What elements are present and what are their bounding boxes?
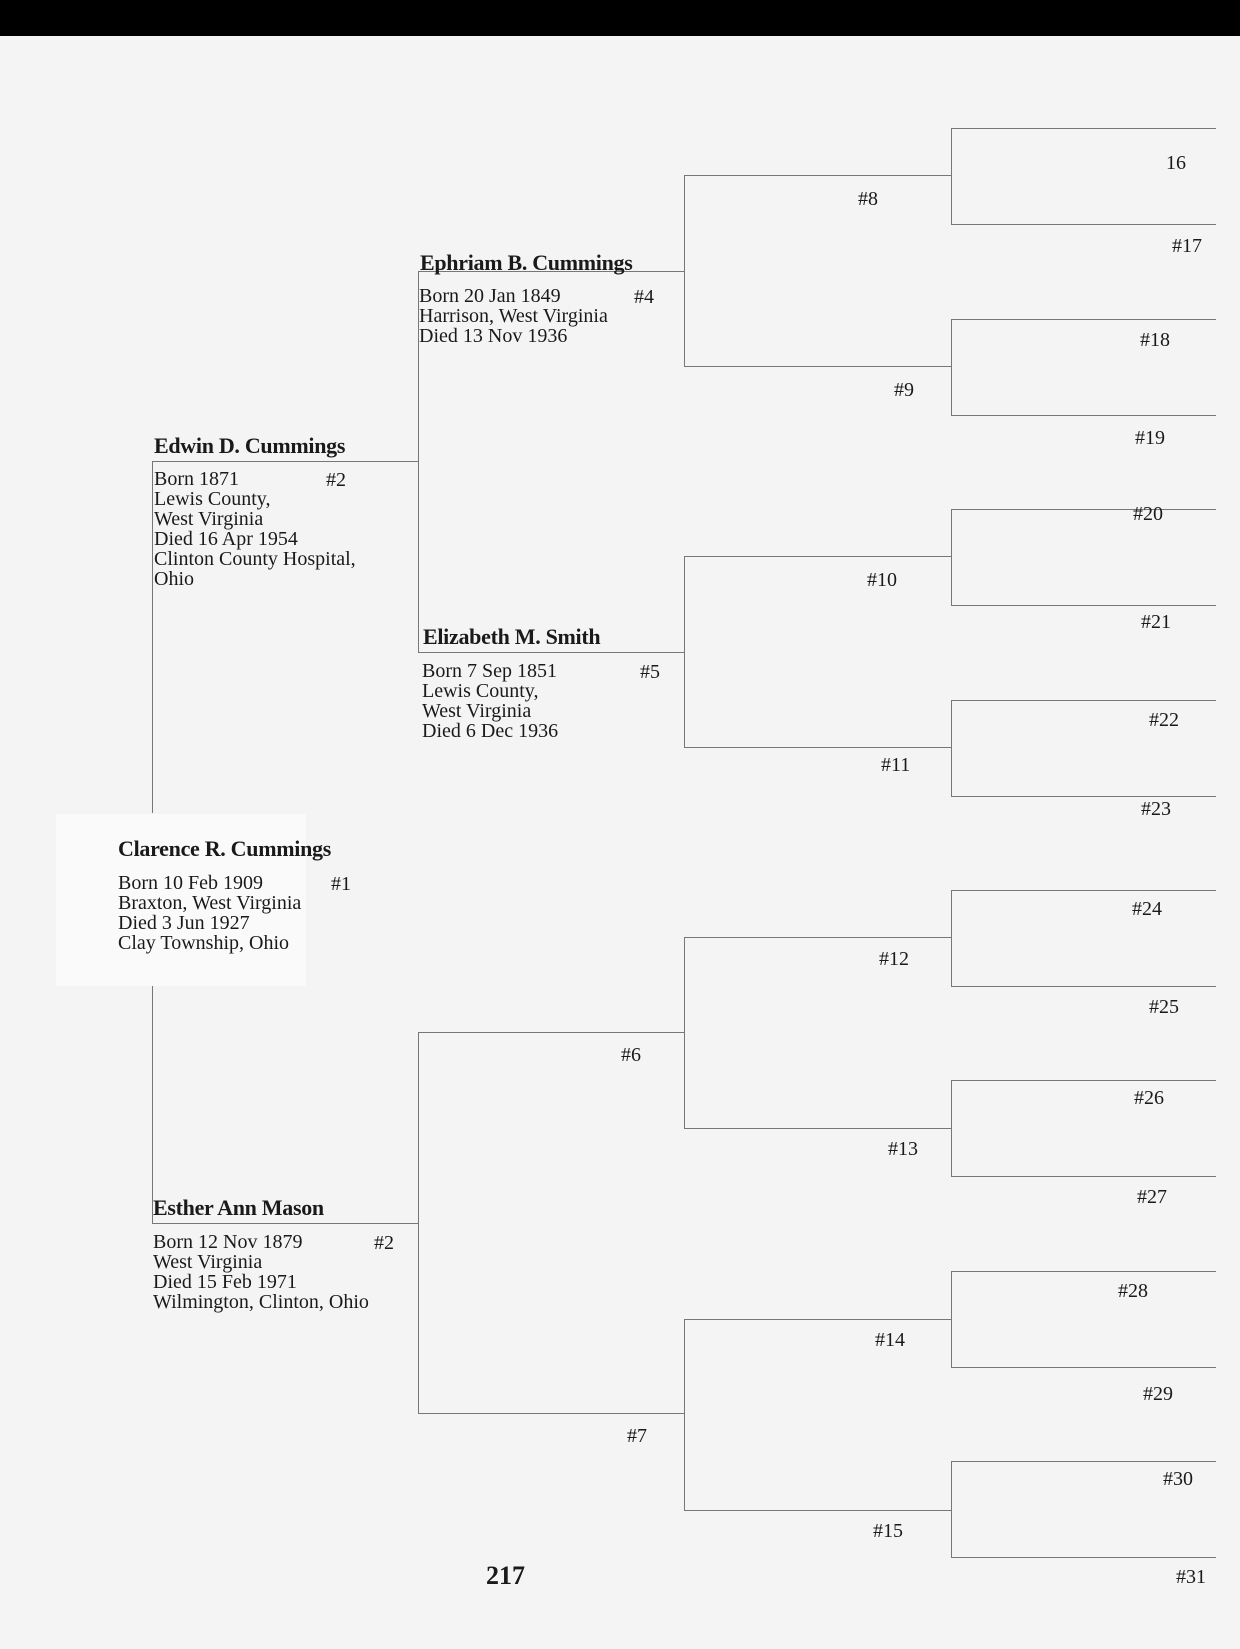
line-g5-8-vertical: [951, 1461, 952, 1557]
line-n7-horizontal: [418, 1413, 684, 1414]
line-g4-d-vertical: [684, 1319, 685, 1510]
line-n8-horizontal: [684, 175, 951, 176]
line-g4-b-vertical: [684, 556, 685, 747]
person-4-died: Died 13 Nov 1936: [419, 325, 568, 347]
line-g5-1-vertical: [951, 128, 952, 224]
person-5-number: #5: [640, 661, 660, 683]
ancestor-number-9: #9: [894, 379, 914, 401]
person-3-born: Born 12 Nov 1879: [153, 1231, 303, 1253]
line-esther-vertical: [152, 986, 153, 1223]
line-n10-horizontal: [684, 556, 951, 557]
line-n29-horizontal: [951, 1367, 1216, 1368]
ancestor-number-26: #26: [1134, 1087, 1164, 1109]
ancestor-number-13: #13: [888, 1138, 918, 1160]
ancestor-number-7: #7: [627, 1425, 647, 1447]
ancestor-number-10: #10: [867, 569, 897, 591]
ancestor-number-15: #15: [873, 1520, 903, 1542]
line-n9-horizontal: [684, 366, 951, 367]
person-4-number: #4: [634, 286, 654, 308]
line-g4-c-vertical: [684, 937, 685, 1128]
line-n22-horizontal: [951, 700, 1216, 701]
ancestor-number-27: #27: [1137, 1186, 1167, 1208]
person-3-number: #2: [374, 1232, 394, 1254]
person-3-name: Esther Ann Mason: [153, 1195, 324, 1220]
line-n31-horizontal: [951, 1557, 1216, 1558]
person-5-born-place-2: West Virginia: [422, 700, 532, 722]
person-1-name: Clarence R. Cummings: [118, 836, 331, 861]
ancestor-number-12: #12: [879, 948, 909, 970]
line-n18-horizontal: [951, 319, 1216, 320]
person-2-died-place-2: Ohio: [154, 568, 194, 590]
person-1-died: Died 3 Jun 1927: [118, 912, 250, 934]
line-g5-2-vertical: [951, 319, 952, 415]
ancestor-number-8: #8: [858, 188, 878, 210]
ancestor-number-22: #22: [1149, 709, 1179, 731]
page-number: 217: [486, 1561, 525, 1590]
line-n24-horizontal: [951, 890, 1216, 891]
person-1-born-place: Braxton, West Virginia: [118, 892, 302, 914]
line-gen3-bottom-vertical: [418, 1032, 419, 1413]
person-2-died-place-1: Clinton County Hospital,: [154, 548, 356, 570]
ancestor-number-31: #31: [1176, 1566, 1206, 1588]
person-1-details: [118, 873, 301, 953]
ancestor-number-18: #18: [1140, 329, 1170, 351]
person-2-born-place-1: Lewis County,: [154, 488, 271, 510]
person-3-died-place: Wilmington, Clinton, Ohio: [153, 1291, 369, 1313]
line-n16-horizontal: [951, 128, 1216, 129]
ancestor-number-21: #21: [1141, 611, 1171, 633]
line-esther-horizontal: [152, 1223, 418, 1224]
line-n11-horizontal: [684, 747, 951, 748]
ancestor-number-6: #6: [621, 1044, 641, 1066]
line-n19-horizontal: [951, 415, 1216, 416]
line-n15-horizontal: [684, 1510, 951, 1511]
person-5-name: Elizabeth M. Smith: [423, 624, 601, 649]
line-g5-6-vertical: [951, 1080, 952, 1176]
line-n21-horizontal: [951, 605, 1216, 606]
person-2-name: Edwin D. Cummings: [154, 433, 346, 458]
person-5-details: [422, 661, 558, 741]
ancestor-number-29: #29: [1143, 1383, 1173, 1405]
person-5-born: Born 7 Sep 1851: [422, 660, 557, 682]
person-4-born-place: Harrison, West Virginia: [419, 305, 608, 327]
line-n28-horizontal: [951, 1271, 1216, 1272]
person-3-details: [153, 1232, 369, 1312]
line-n20-horizontal: [951, 509, 1216, 510]
ancestor-number-25: #25: [1149, 996, 1179, 1018]
line-edwin-horizontal: [152, 461, 418, 462]
ancestor-number-30: #30: [1163, 1468, 1193, 1490]
person-5-died: Died 6 Dec 1936: [422, 720, 559, 742]
person-3-born-place: West Virginia: [153, 1251, 263, 1273]
ancestor-number-14: #14: [875, 1329, 905, 1351]
line-n6-horizontal: [418, 1032, 684, 1033]
line-n14-horizontal: [684, 1319, 951, 1320]
line-n27-horizontal: [951, 1176, 1216, 1177]
person-2-died: Died 16 Apr 1954: [154, 528, 298, 550]
person-3-died: Died 15 Feb 1971: [153, 1271, 297, 1293]
line-g5-4-vertical: [951, 700, 952, 796]
person-4-details: [419, 286, 608, 346]
person-2-born: Born 1871: [154, 468, 239, 490]
person-4-born: Born 20 Jan 1849: [419, 285, 561, 307]
line-edwin-vertical: [152, 461, 153, 813]
line-n30-horizontal: [951, 1461, 1216, 1462]
ancestor-number-24: #24: [1132, 898, 1162, 920]
line-n26-horizontal: [951, 1080, 1216, 1081]
line-n23-horizontal: [951, 796, 1216, 797]
ancestor-number-28: #28: [1118, 1280, 1148, 1302]
line-elizabeth-horizontal: [418, 652, 684, 653]
ancestor-number-17: #17: [1172, 235, 1202, 257]
ancestor-number-16: 16: [1166, 152, 1186, 174]
person-4-name: Ephriam B. Cummings: [420, 250, 633, 275]
line-n13-horizontal: [684, 1128, 951, 1129]
ancestor-number-11: #11: [881, 754, 911, 776]
line-g5-5-vertical: [951, 890, 952, 986]
ancestor-number-23: #23: [1141, 798, 1171, 820]
person-5-born-place-1: Lewis County,: [422, 680, 539, 702]
person-2-born-place-2: West Virginia: [154, 508, 264, 530]
line-n12-horizontal: [684, 937, 951, 938]
top-black-bar: [0, 0, 1240, 36]
person-2-number: #2: [326, 469, 346, 491]
person-1-number: #1: [331, 873, 351, 895]
person-1-died-place: Clay Township, Ohio: [118, 932, 290, 954]
line-g4-a-vertical: [684, 175, 685, 366]
ancestor-number-20: #20: [1133, 503, 1163, 525]
person-1-born: Born 10 Feb 1909: [118, 872, 263, 894]
line-n17-horizontal: [951, 224, 1216, 225]
ancestor-number-19: #19: [1135, 427, 1165, 449]
line-n25-horizontal: [951, 986, 1216, 987]
line-g5-3-vertical: [951, 509, 952, 605]
line-g5-7-vertical: [951, 1271, 952, 1367]
